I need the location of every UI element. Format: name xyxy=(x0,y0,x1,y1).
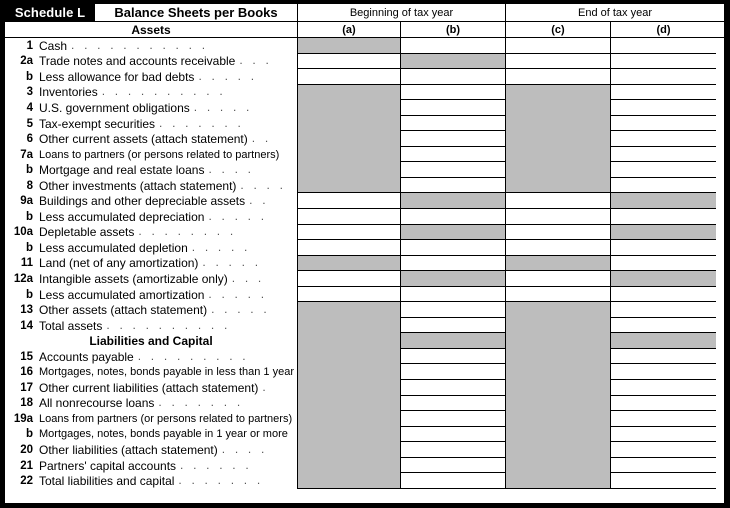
entry-cell-shaded-col-c xyxy=(506,411,611,427)
entry-cell-shaded-col-a xyxy=(298,473,401,489)
row-label-cell xyxy=(5,100,298,116)
entry-cell-col-d[interactable] xyxy=(611,380,716,396)
entry-cell-col-b[interactable] xyxy=(401,240,506,256)
entry-cell-col-a[interactable] xyxy=(298,240,401,256)
row-number: 1 xyxy=(26,39,33,52)
row-label-cell xyxy=(5,302,298,318)
row-label-cell xyxy=(5,54,298,70)
row-label-cell xyxy=(5,364,298,380)
row-description: Partners' capital accounts xyxy=(39,458,177,473)
table-row xyxy=(5,85,724,101)
row-number: 8 xyxy=(26,179,33,192)
entry-cell-shaded-col-c xyxy=(506,256,611,272)
table-row xyxy=(5,178,724,194)
row-number: 4 xyxy=(26,101,33,114)
row-number: 3 xyxy=(26,86,33,99)
row-number: 19a xyxy=(13,412,33,425)
row-number: 6 xyxy=(26,133,33,146)
entry-cell-col-d[interactable] xyxy=(611,178,716,194)
entry-cell-shaded-col-c xyxy=(506,318,611,334)
table-row xyxy=(5,473,724,489)
dot-leader: . . xyxy=(249,194,269,207)
entry-cell-shaded-col-a xyxy=(298,380,401,396)
entry-cell-col-c[interactable] xyxy=(506,38,611,54)
dot-leader: . . . . . xyxy=(191,240,251,253)
row-description: Other assets (attach statement) xyxy=(39,303,208,318)
entry-cell-shaded-col-d xyxy=(611,225,716,241)
row-label-cell xyxy=(5,256,298,272)
entry-cell-shaded-col-c xyxy=(506,302,611,318)
entry-cell-col-a[interactable] xyxy=(298,54,401,70)
entry-cell-col-d[interactable] xyxy=(611,131,716,147)
dot-leader: . . . xyxy=(231,271,265,284)
row-label-cell xyxy=(5,147,298,163)
table-row xyxy=(5,427,724,443)
row-number: 21 xyxy=(20,459,33,472)
table-row xyxy=(5,458,724,474)
entry-cell-col-d[interactable] xyxy=(611,318,716,334)
entry-cell-col-b[interactable] xyxy=(401,209,506,225)
entry-cell-col-d[interactable] xyxy=(611,100,716,116)
entry-cell-col-d[interactable] xyxy=(611,54,716,70)
assets-subheader-row xyxy=(5,22,724,38)
row-label-cell xyxy=(5,458,298,474)
entry-cell-shaded-col-c xyxy=(506,178,611,194)
dot-leader: . . . . . . . . xyxy=(138,225,237,238)
dot-leader: . . . . . . . . . . xyxy=(106,318,231,331)
entry-cell-shaded-col-a xyxy=(298,458,401,474)
row-description: Mortgage and real estate loans xyxy=(39,163,205,178)
entry-cell-shaded-col-c xyxy=(506,364,611,380)
entry-cell-shaded-col-a xyxy=(298,85,401,101)
entry-cell-shaded-col-c xyxy=(506,442,611,458)
row-label-cell xyxy=(5,85,298,101)
entry-cell-shaded-col-c xyxy=(506,333,611,349)
table-row xyxy=(5,396,724,412)
balance-sheet-rows xyxy=(5,38,724,489)
entry-cell-shaded-col-b xyxy=(401,225,506,241)
row-description: Cash xyxy=(39,38,68,53)
entry-cell-shaded-col-b xyxy=(401,193,506,209)
col-group-end-of-tax-year: End of tax year xyxy=(506,4,724,21)
entry-cell-shaded-col-c xyxy=(506,147,611,163)
table-row xyxy=(5,256,724,272)
table-row xyxy=(5,38,724,54)
entry-cell-shaded-col-b xyxy=(401,54,506,70)
entry-cell-shaded-col-c xyxy=(506,349,611,365)
row-description: Less accumulated depreciation xyxy=(39,209,205,224)
entry-cell-col-b[interactable] xyxy=(401,318,506,334)
dot-leader: . . . . . xyxy=(198,69,258,82)
row-label-cell xyxy=(5,225,298,241)
row-description: All nonrecourse loans xyxy=(39,396,155,411)
column-group-headers xyxy=(298,4,724,21)
section-heading-label: Liabilities and Capital xyxy=(89,334,213,349)
entry-cell-shaded-col-a xyxy=(298,396,401,412)
row-description: Mortgages, notes, bonds payable in less than 1 year xyxy=(39,366,294,379)
row-label-cell xyxy=(5,442,298,458)
entry-cell-col-d[interactable] xyxy=(611,209,716,225)
entry-cell-col-d[interactable] xyxy=(611,442,716,458)
entry-cell-col-b[interactable] xyxy=(401,380,506,396)
entry-cell-col-d[interactable] xyxy=(611,287,716,303)
entry-cell-col-c[interactable] xyxy=(506,240,611,256)
entry-cell-shaded-col-c xyxy=(506,380,611,396)
schedule-tag: Schedule L xyxy=(5,4,95,21)
entry-cell-col-a[interactable] xyxy=(298,69,401,85)
col-group-beginning-of-tax-year: Beginning of tax year xyxy=(298,4,506,21)
entry-cell-col-b[interactable] xyxy=(401,162,506,178)
entry-cell-shaded-col-a xyxy=(298,302,401,318)
entry-cell-col-b[interactable] xyxy=(401,256,506,272)
column-letter-c: (c) xyxy=(506,22,611,37)
entry-cell-col-c[interactable] xyxy=(506,54,611,70)
entry-cell-col-c[interactable] xyxy=(506,287,611,303)
row-number: 7a xyxy=(20,148,33,161)
row-description: Trade notes and accounts receivable xyxy=(39,54,236,69)
row-description: Depletable assets xyxy=(39,225,135,240)
dot-leader: . . . . xyxy=(240,178,287,191)
table-row xyxy=(5,411,724,427)
entry-cell-col-b[interactable] xyxy=(401,131,506,147)
row-number: 15 xyxy=(20,350,33,363)
entry-cell-shaded-col-c xyxy=(506,473,611,489)
entry-cell-col-d[interactable] xyxy=(611,349,716,365)
row-label-cell xyxy=(5,318,298,334)
entry-cell-col-d[interactable] xyxy=(611,411,716,427)
row-label-cell xyxy=(5,240,298,256)
dot-leader: . . . xyxy=(239,54,273,67)
entry-cell-shaded-col-b xyxy=(401,271,506,287)
row-label-cell xyxy=(5,396,298,412)
row-label-cell xyxy=(5,380,298,396)
entry-cell-shaded-col-c xyxy=(506,85,611,101)
entry-cell-shaded-col-a xyxy=(298,38,401,54)
dot-leader: . . . . . . . xyxy=(158,396,244,409)
entry-cell-col-c[interactable] xyxy=(506,69,611,85)
row-description: Total liabilities and capital xyxy=(39,474,175,489)
row-number: 18 xyxy=(20,397,33,410)
entry-cell-col-b[interactable] xyxy=(401,302,506,318)
entry-cell-col-b[interactable] xyxy=(401,69,506,85)
entry-cell-shaded-col-a xyxy=(298,349,401,365)
table-row xyxy=(5,131,724,147)
entry-cell-shaded-col-c xyxy=(506,116,611,132)
row-label-cell xyxy=(5,427,298,443)
row-label-cell xyxy=(5,411,298,427)
entry-cell-shaded-col-a xyxy=(298,131,401,147)
dot-leader: . . . . xyxy=(221,442,268,455)
row-number: 2a xyxy=(20,55,33,68)
row-description: Intangible assets (amortizable only) xyxy=(39,271,228,286)
entry-cell-col-b[interactable] xyxy=(401,442,506,458)
entry-cell-shaded-col-a xyxy=(298,333,401,349)
table-row xyxy=(5,116,724,132)
dot-leader: . . . . . xyxy=(208,209,268,222)
row-number: b xyxy=(25,210,33,223)
table-row xyxy=(5,54,724,70)
row-label-cell xyxy=(5,131,298,147)
section-heading-cell xyxy=(5,333,298,349)
entry-cell-col-b[interactable] xyxy=(401,473,506,489)
entry-cell-shaded-col-a xyxy=(298,178,401,194)
row-number: 10a xyxy=(13,226,33,239)
table-row xyxy=(5,318,724,334)
entry-cell-col-d[interactable] xyxy=(611,69,716,85)
row-description: Tax-exempt securities xyxy=(39,116,156,131)
entry-cell-shaded-col-a xyxy=(298,256,401,272)
dot-leader: . xyxy=(262,380,269,393)
row-description: Other current liabilities (attach statement) xyxy=(39,380,259,395)
entry-cell-shaded-col-c xyxy=(506,427,611,443)
row-number: 14 xyxy=(20,319,33,332)
entry-cell-col-b[interactable] xyxy=(401,458,506,474)
table-row xyxy=(5,287,724,303)
table-row xyxy=(5,349,724,365)
entry-cell-col-d[interactable] xyxy=(611,364,716,380)
row-description: Mortgages, notes, bonds payable in 1 year or more xyxy=(39,428,288,441)
row-label-cell xyxy=(5,473,298,489)
entry-cell-col-d[interactable] xyxy=(611,147,716,163)
row-number: b xyxy=(25,288,33,301)
row-number: b xyxy=(25,70,33,83)
entry-cell-col-b[interactable] xyxy=(401,287,506,303)
entry-cell-col-d[interactable] xyxy=(611,396,716,412)
row-description: Accounts payable xyxy=(39,349,134,364)
row-label-cell xyxy=(5,178,298,194)
table-row xyxy=(5,333,724,349)
row-description: Other investments (attach statement) xyxy=(39,178,237,193)
row-number: 16 xyxy=(20,366,33,379)
entry-cell-col-d[interactable] xyxy=(611,473,716,489)
entry-cell-shaded-col-a xyxy=(298,442,401,458)
table-row xyxy=(5,69,724,85)
column-letter-b: (b) xyxy=(401,22,506,37)
entry-cell-col-d[interactable] xyxy=(611,38,716,54)
entry-cell-col-c[interactable] xyxy=(506,209,611,225)
row-description: Buildings and other depreciable assets xyxy=(39,194,246,209)
entry-cell-shaded-col-a xyxy=(298,318,401,334)
dot-leader: . . . . . . . . . xyxy=(137,349,249,362)
entry-cell-shaded-col-a xyxy=(298,100,401,116)
entry-cell-col-d[interactable] xyxy=(611,427,716,443)
entry-cell-shaded-col-a xyxy=(298,364,401,380)
entry-cell-col-d[interactable] xyxy=(611,85,716,101)
dot-leader: . . . . . xyxy=(211,303,270,316)
dot-leader: . . xyxy=(251,132,272,145)
row-label-cell xyxy=(5,271,298,287)
entry-cell-shaded-col-c xyxy=(506,131,611,147)
row-label-cell xyxy=(5,38,298,54)
row-description: Land (net of any amortization) xyxy=(39,256,199,271)
table-row xyxy=(5,380,724,396)
entry-cell-col-b[interactable] xyxy=(401,349,506,365)
entry-cell-shaded-col-a xyxy=(298,147,401,163)
row-label-cell xyxy=(5,287,298,303)
entry-cell-shaded-col-c xyxy=(506,162,611,178)
entry-cell-col-b[interactable] xyxy=(401,178,506,194)
table-row xyxy=(5,162,724,178)
row-description: Total assets xyxy=(39,318,103,333)
row-number: b xyxy=(25,428,33,441)
table-row xyxy=(5,442,724,458)
entry-cell-col-c[interactable] xyxy=(506,193,611,209)
row-number: 12a xyxy=(13,272,33,285)
dot-leader: . . . . . . . . . . . xyxy=(71,38,209,51)
entry-cell-shaded-col-a xyxy=(298,162,401,178)
row-description: Less allowance for bad debts xyxy=(39,69,195,84)
entry-cell-col-b[interactable] xyxy=(401,38,506,54)
entry-cell-col-d[interactable] xyxy=(611,458,716,474)
row-number: 11 xyxy=(20,257,33,270)
row-label-cell xyxy=(5,69,298,85)
row-label-cell xyxy=(5,209,298,225)
entry-cell-col-b[interactable] xyxy=(401,85,506,101)
entry-cell-shaded-col-c xyxy=(506,396,611,412)
entry-cell-col-b[interactable] xyxy=(401,100,506,116)
table-row xyxy=(5,225,724,241)
form-title-bar xyxy=(5,4,724,22)
entry-cell-col-c[interactable] xyxy=(506,225,611,241)
entry-cell-col-a[interactable] xyxy=(298,225,401,241)
table-row xyxy=(5,147,724,163)
row-label-cell xyxy=(5,162,298,178)
entry-cell-shaded-col-c xyxy=(506,458,611,474)
entry-cell-shaded-col-a xyxy=(298,411,401,427)
row-description: Loans from partners (or persons related to partners) xyxy=(39,412,293,425)
entry-cell-shaded-col-a xyxy=(298,116,401,132)
row-description: Other liabilities (attach statement) xyxy=(39,442,218,457)
table-row xyxy=(5,100,724,116)
entry-cell-shaded-col-d xyxy=(611,193,716,209)
table-row xyxy=(5,271,724,287)
entry-cell-col-a[interactable] xyxy=(298,193,401,209)
row-number: 5 xyxy=(26,117,33,130)
entry-cell-col-b[interactable] xyxy=(401,364,506,380)
entry-cell-col-c[interactable] xyxy=(506,271,611,287)
row-number: b xyxy=(25,164,33,177)
row-description: Other current assets (attach statement) xyxy=(39,132,248,147)
dot-leader: . . . . . xyxy=(208,287,268,300)
row-description: Loans to partners (or persons related to partners) xyxy=(39,148,280,161)
entry-cell-col-b[interactable] xyxy=(401,147,506,163)
entry-cell-col-b[interactable] xyxy=(401,116,506,132)
entry-cell-col-d[interactable] xyxy=(611,302,716,318)
dot-leader: . . . . . . . xyxy=(178,474,264,487)
row-number: 13 xyxy=(20,304,33,317)
row-label-cell xyxy=(5,116,298,132)
table-row xyxy=(5,209,724,225)
entry-cell-col-a[interactable] xyxy=(298,287,401,303)
row-number: b xyxy=(25,241,33,254)
table-row xyxy=(5,364,724,380)
row-description: Inventories xyxy=(39,85,98,100)
dot-leader: . . . . . xyxy=(193,100,253,113)
table-row xyxy=(5,193,724,209)
entry-cell-col-b[interactable] xyxy=(401,427,506,443)
entry-cell-col-a[interactable] xyxy=(298,209,401,225)
row-number: 17 xyxy=(20,381,33,394)
row-number: 20 xyxy=(20,443,33,456)
entry-cell-shaded-col-d xyxy=(611,271,716,287)
row-number: 9a xyxy=(20,195,33,208)
row-label-cell xyxy=(5,193,298,209)
column-letter-a: (a) xyxy=(298,22,401,37)
entry-cell-shaded-col-b xyxy=(401,333,506,349)
column-letter-d: (d) xyxy=(656,23,671,36)
dot-leader: . . . . . . . xyxy=(159,116,244,129)
entry-cell-col-d[interactable] xyxy=(611,256,716,272)
entry-cell-shaded-col-a xyxy=(298,427,401,443)
dot-leader: . . . . . . . . . . xyxy=(101,85,226,98)
row-description: U.S. government obligations xyxy=(39,100,190,115)
schedule-title: Balance Sheets per Books xyxy=(95,4,298,21)
table-row xyxy=(5,240,724,256)
dot-leader: . . . . xyxy=(208,163,255,176)
entry-cell-shaded-col-d xyxy=(611,333,716,349)
dot-leader: . . . . . . xyxy=(180,458,252,471)
entry-cell-shaded-col-c xyxy=(506,100,611,116)
row-description: Less accumulated depletion xyxy=(39,240,188,255)
entry-cell-col-b[interactable] xyxy=(401,411,506,427)
entry-cell-col-d[interactable] xyxy=(611,162,716,178)
row-number: 22 xyxy=(20,475,33,488)
entry-cell-col-b[interactable] xyxy=(401,396,506,412)
entry-cell-col-d[interactable] xyxy=(611,116,716,132)
table-row xyxy=(5,302,724,318)
entry-cell-col-a[interactable] xyxy=(298,271,401,287)
entry-cell-col-d[interactable] xyxy=(611,240,716,256)
assets-heading: Assets xyxy=(5,22,298,37)
dot-leader: . . . . . xyxy=(202,256,262,269)
row-description: Less accumulated amortization xyxy=(39,287,205,302)
row-label-cell xyxy=(5,349,298,365)
